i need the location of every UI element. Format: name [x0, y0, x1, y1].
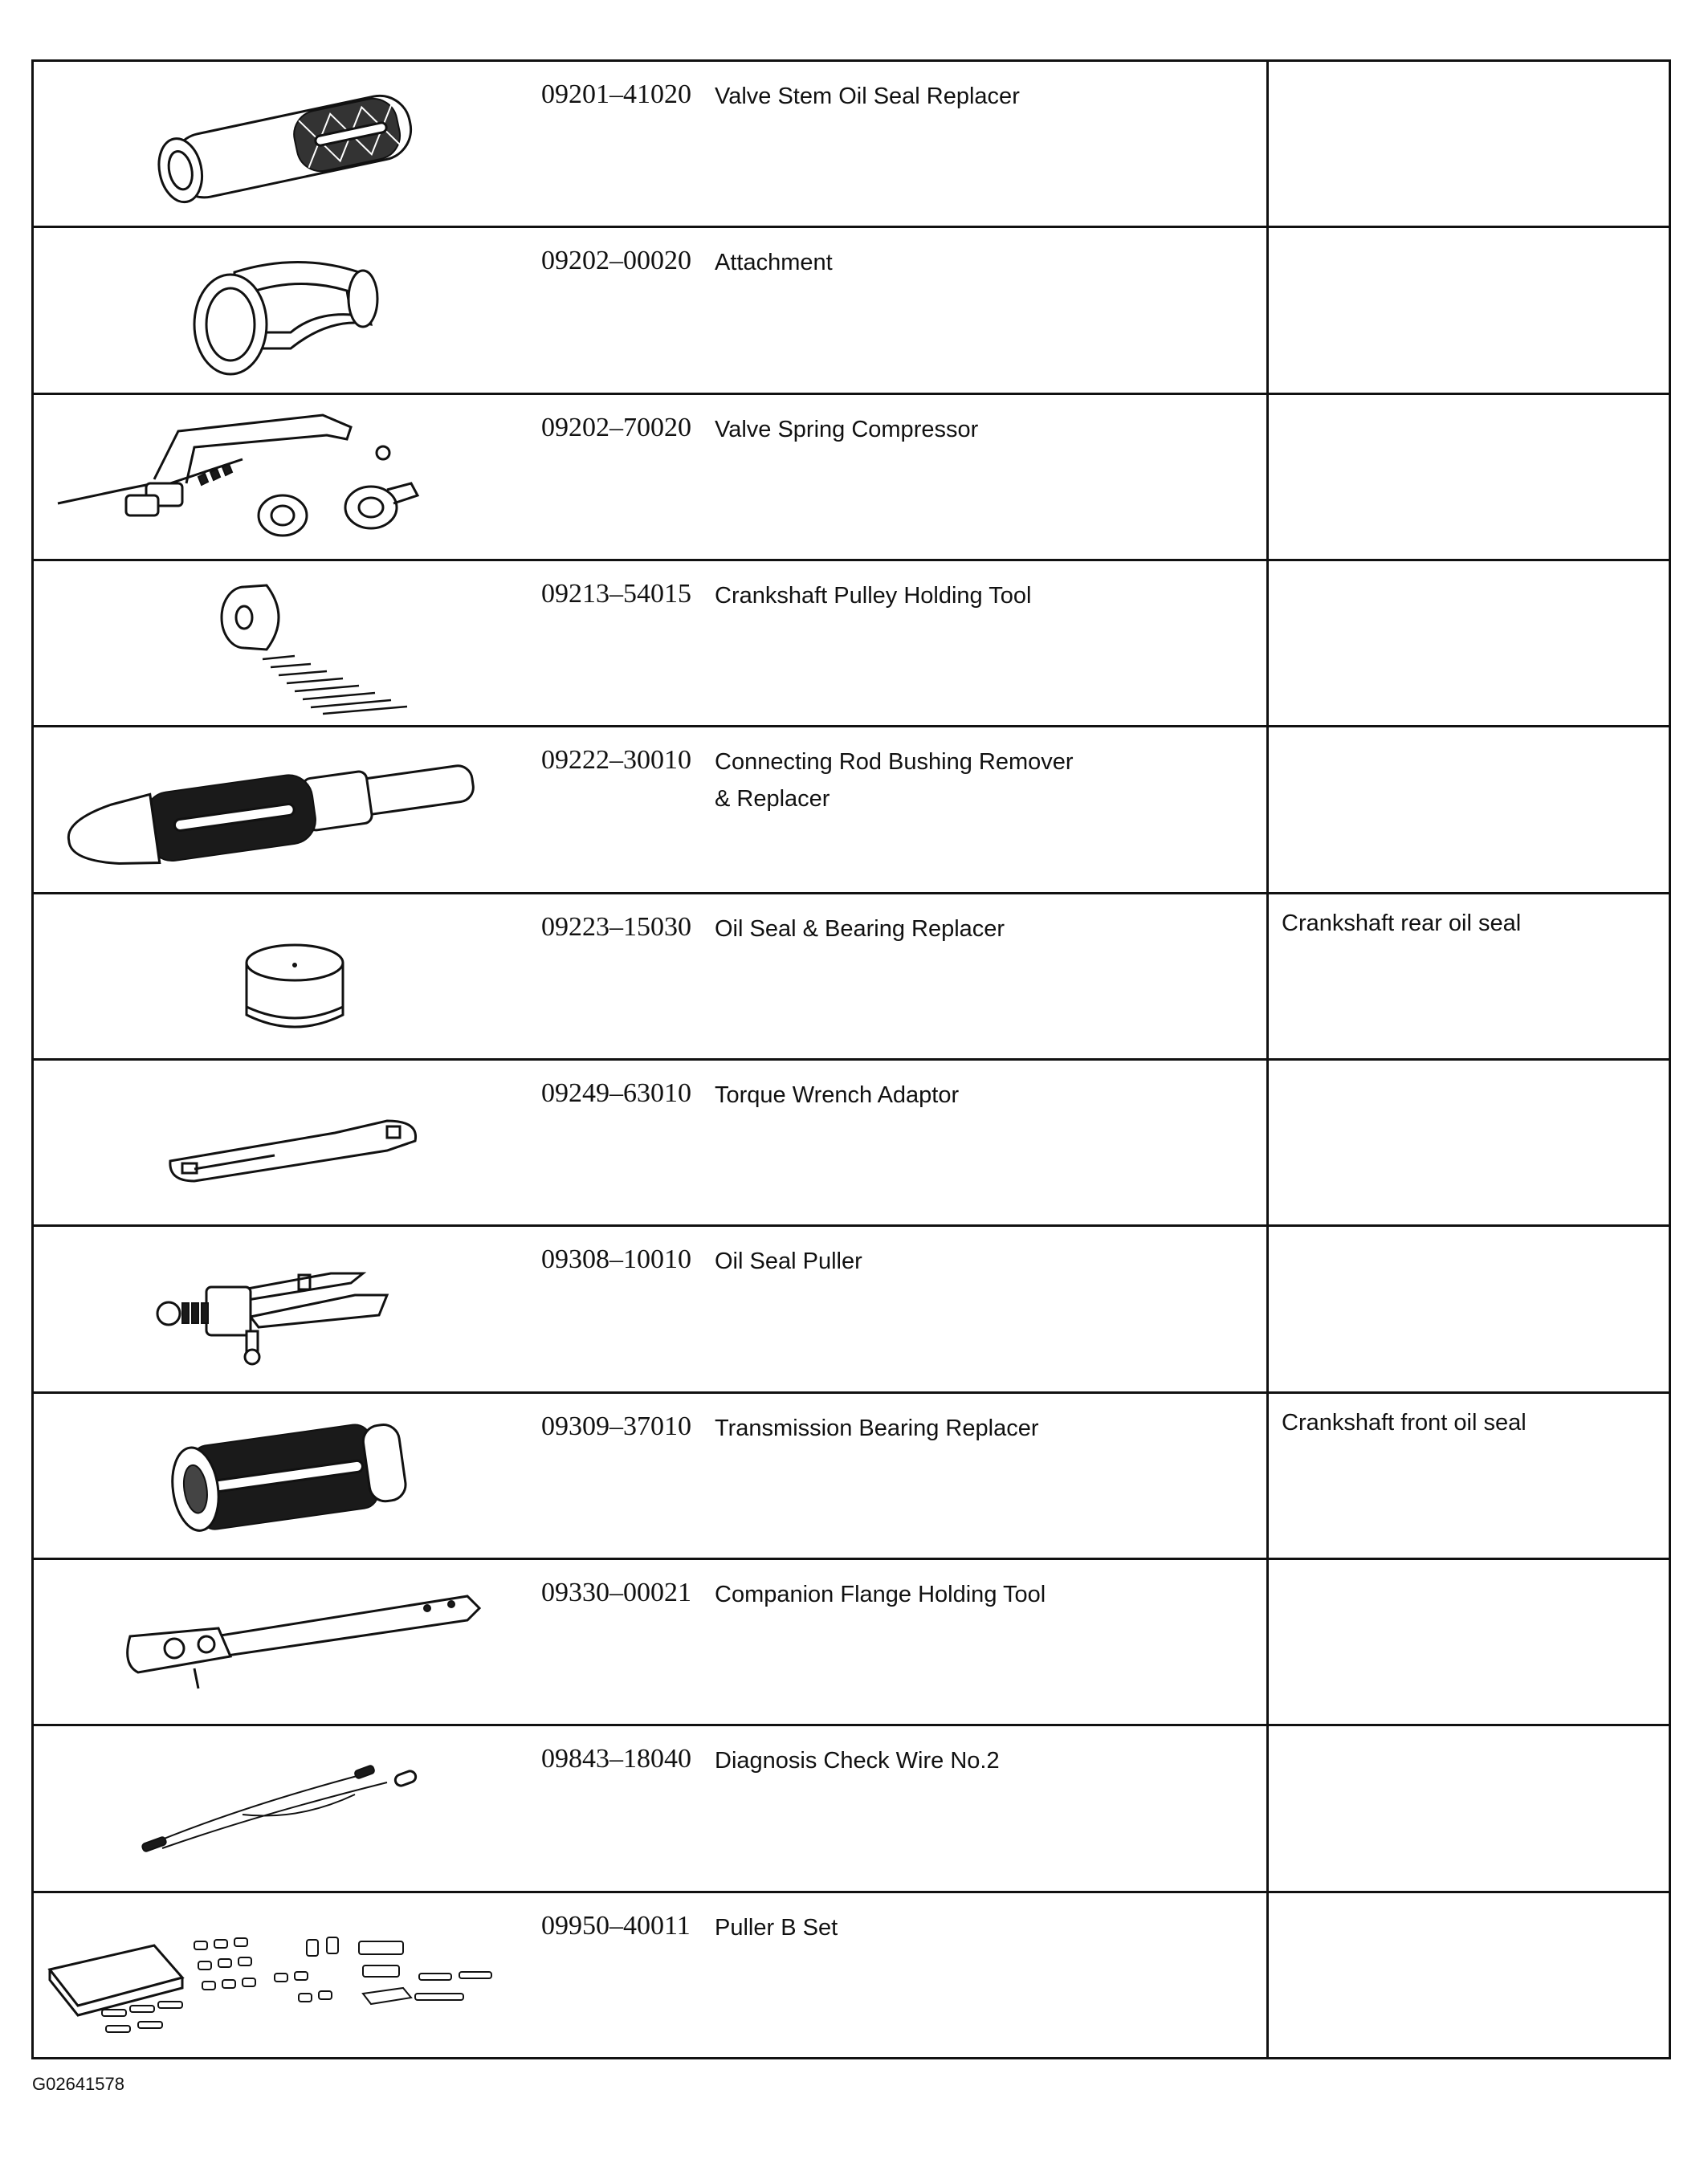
tool-name-line: Oil Seal & Bearing Replacer — [715, 915, 1005, 942]
tool-name-line: Puller B Set — [715, 1914, 838, 1941]
tool-usage — [1266, 62, 1669, 226]
tool-usage: Crankshaft front oil seal — [1266, 1394, 1669, 1558]
tool-row — [34, 62, 1669, 226]
valve-stem-oil-seal-replacer-icon — [34, 62, 508, 226]
tool-usage — [1266, 1061, 1669, 1224]
oil-seal-bearing-replacer-icon — [34, 894, 508, 1059]
tool-name — [700, 727, 1266, 891]
tool-name — [700, 561, 1266, 725]
tool-number: 09309–37010 — [541, 1411, 691, 1441]
tool-usage — [1266, 727, 1669, 891]
tool-number: 09202–00020 — [541, 246, 691, 276]
tool-name-line: Valve Spring Compressor — [715, 416, 979, 442]
tool-number: 09223–15030 — [541, 911, 691, 942]
tool-usage — [1266, 1726, 1669, 1890]
tool-usage — [1266, 395, 1669, 559]
tool-name-line: & Replacer — [715, 786, 830, 813]
tool-name-line: Oil Seal Puller — [715, 1249, 862, 1275]
torque-wrench-adaptor-icon — [34, 1061, 508, 1225]
tool-row — [34, 1058, 1669, 1224]
tool-number: 09201–41020 — [541, 79, 691, 109]
tool-name — [700, 1061, 1266, 1224]
tool-number: 09330–00021 — [541, 1577, 691, 1607]
companion-flange-holding-tool-icon — [34, 1560, 508, 1725]
tool-row — [34, 1558, 1669, 1724]
oil-seal-puller-icon — [34, 1227, 508, 1391]
tool-name-line: Connecting Rod Bushing Remover — [715, 749, 1074, 776]
tool-name-line: Crankshaft Pulley Holding Tool — [715, 582, 1032, 609]
tool-name — [700, 894, 1266, 1058]
tool-name — [700, 1726, 1266, 1890]
tool-name-line: Attachment — [715, 250, 833, 276]
tool-name — [700, 228, 1266, 392]
attachment-icon — [34, 228, 508, 393]
tool-row — [34, 559, 1669, 725]
tool-name — [700, 1893, 1266, 2057]
tool-name — [700, 1394, 1266, 1558]
crankshaft-pulley-holding-tool-icon — [34, 561, 508, 726]
tool-row — [34, 1724, 1669, 1890]
tool-number: 09950–40011 — [541, 1910, 691, 1941]
tool-row — [34, 393, 1669, 559]
tool-name-line: Valve Stem Oil Seal Replacer — [715, 84, 1020, 109]
tool-row — [34, 1391, 1669, 1558]
tool-usage — [1266, 1560, 1669, 1724]
tool-name-line: Companion Flange Holding Tool — [715, 1581, 1046, 1607]
tool-usage: Crankshaft rear oil seal — [1266, 894, 1669, 1058]
tool-usage — [1266, 1227, 1669, 1391]
tool-usage — [1266, 1893, 1669, 2057]
tool-name — [700, 1560, 1266, 1724]
tool-row — [34, 892, 1669, 1058]
connecting-rod-bushing-remover-icon — [34, 727, 508, 892]
tool-number: 09202–70020 — [541, 412, 691, 442]
tool-row — [34, 1224, 1669, 1391]
tool-number: 09843–18040 — [541, 1744, 691, 1774]
tool-name — [700, 62, 1266, 226]
tool-name-line: Diagnosis Check Wire No.2 — [715, 1748, 1000, 1774]
tool-number: 09308–10010 — [541, 1244, 691, 1275]
tool-row — [34, 1891, 1669, 2057]
tool-name — [700, 395, 1266, 559]
tool-number: 09213–54015 — [541, 578, 691, 609]
special-service-tools-table — [31, 59, 1671, 2059]
tool-usage — [1266, 228, 1669, 392]
tool-row — [34, 226, 1669, 392]
tool-name-line: Transmission Bearing Replacer — [715, 1415, 1039, 1441]
diagnosis-check-wire-icon — [34, 1726, 508, 1891]
tool-row — [34, 725, 1669, 891]
tool-name — [700, 1227, 1266, 1391]
figure-id: G02641578 — [32, 2074, 124, 2094]
valve-spring-compressor-icon — [34, 395, 508, 560]
tool-number: 09249–63010 — [541, 1077, 691, 1108]
transmission-bearing-replacer-icon — [34, 1394, 508, 1558]
tool-number: 09222–30010 — [541, 745, 691, 776]
tool-name-line: Torque Wrench Adaptor — [715, 1082, 960, 1108]
tool-usage — [1266, 561, 1669, 725]
puller-b-set-icon — [34, 1893, 508, 2058]
